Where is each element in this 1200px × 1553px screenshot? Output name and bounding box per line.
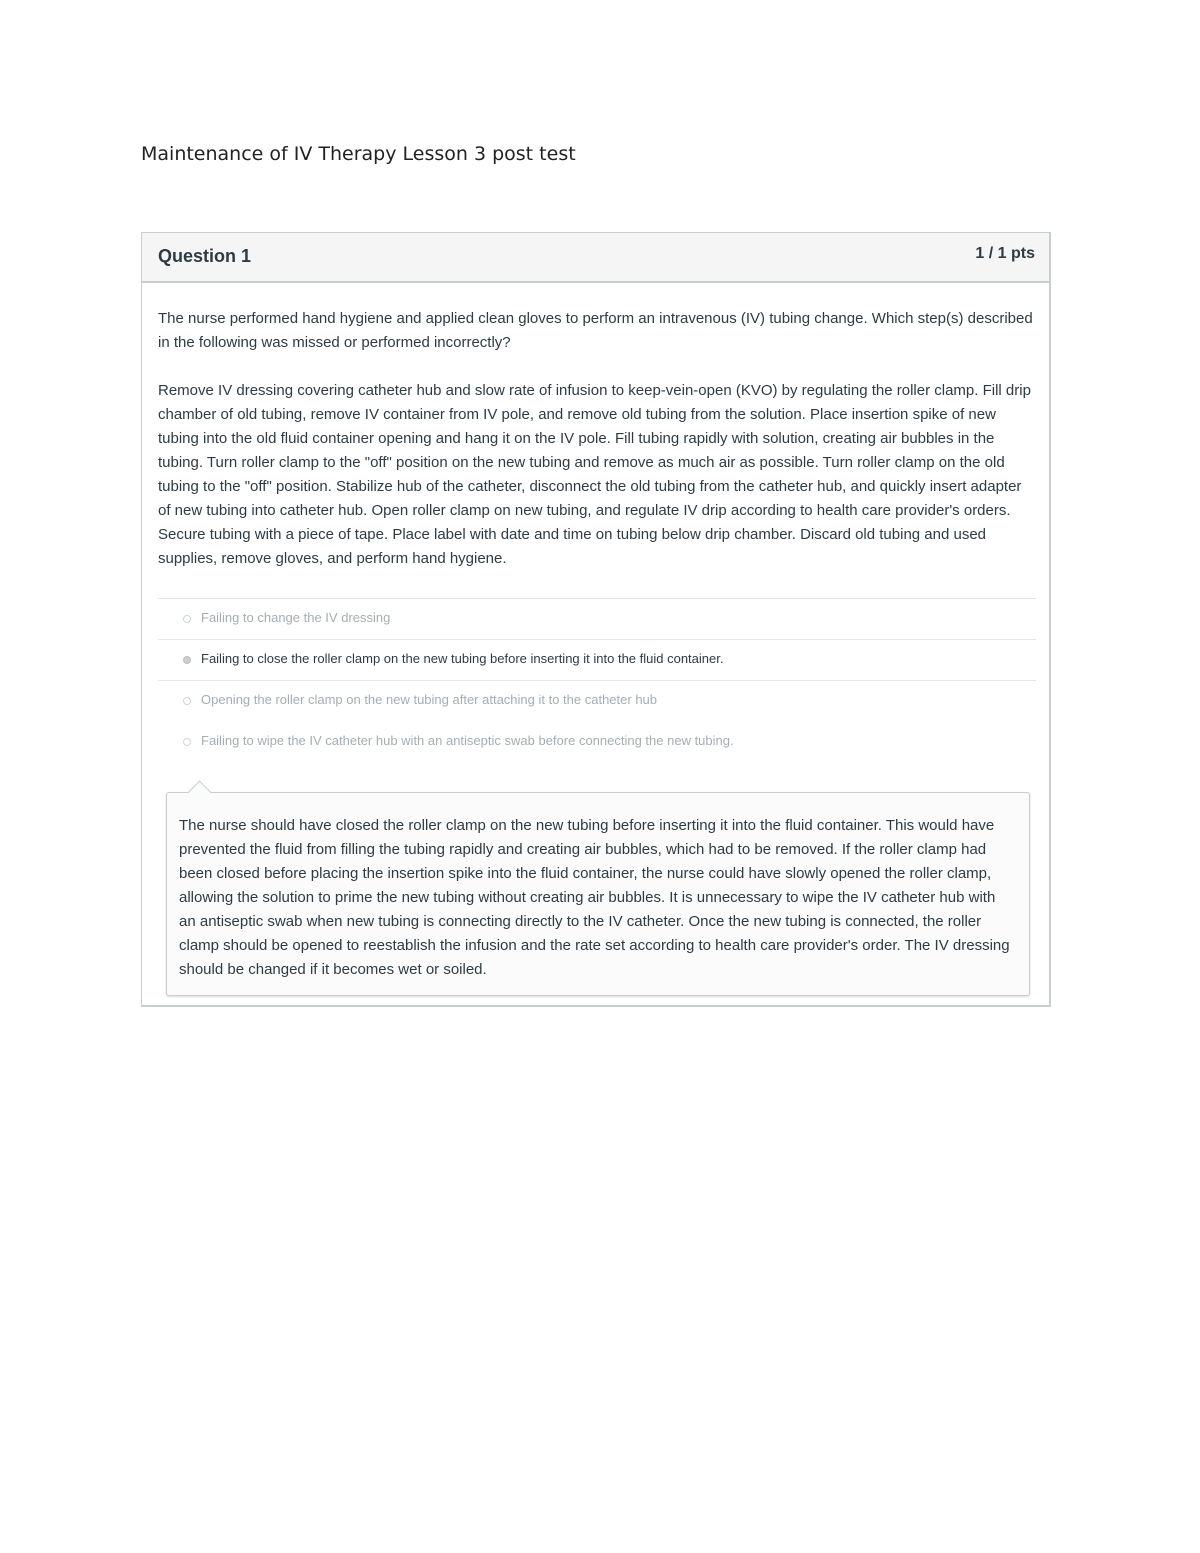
question-name: Question 1: [158, 246, 252, 266]
feedback-pointer: [187, 780, 211, 804]
answer-label: Opening the roller clamp on the new tubing after attaching it to the catheter hub: [201, 692, 658, 707]
radio-icon[interactable]: [183, 738, 191, 746]
answer-option-4[interactable]: [158, 721, 1036, 762]
question-points: 1 / 1 pts: [975, 245, 1035, 262]
answer-option-2[interactable]: [158, 639, 1036, 680]
question-header: [142, 233, 1049, 283]
question-card: [141, 232, 1051, 1007]
question-prompt: The nurse performed hand hygiene and applied clean gloves to perform an intravenous (IV) tubing change. Which step(s) described in the following was missed or performed incorrectly?: [158, 310, 1033, 351]
document-title: Maintenance of IV Therapy Lesson 3 post test: [141, 143, 576, 165]
radio-selected-icon[interactable]: [183, 656, 191, 664]
answer-list: [158, 598, 1036, 762]
answer-feedback: [166, 792, 1030, 996]
feedback-text: The nurse should have closed the roller clamp on the new tubing before inserting it into the fluid container. This would have prevented the fluid from filling the tubing rapidly and creating air bubbles, which had to be removed. If the roller clamp had been closed before placing the insertion spike into the fluid container, the nurse could have slowly opened the roller clamp, allowing the solution to prime the new tubing without creating air bubbles. It is unnecessary to wipe the IV catheter hub with an antiseptic swab when new tubing is connecting directly to the IV catheter. Once the new tubing is connected, the roller clamp should be opened to reestablish the infusion and the rate set according to health care provider's order. The IV dressing should be changed if it becomes wet or soiled.: [179, 817, 1010, 978]
radio-icon[interactable]: [183, 697, 191, 705]
answer-label: Failing to wipe the IV catheter hub with an antiseptic swab before connecting the new tubing.: [201, 733, 734, 748]
answer-option-3[interactable]: [158, 680, 1036, 721]
question-scenario: Remove IV dressing covering catheter hub and slow rate of infusion to keep-vein-open (KVO) by regulating the roller clamp. Fill drip chamber of old tubing, remove IV container from IV pole, and remove old tubing from the solution. Place insertion spike of new tubing into the old fluid container opening and hang it on the IV pole. Fill tubing rapidly with solution, creating air bubbles in the tubing. Turn roller clamp to the "off" position on the new tubing and remove as much air as possible. Turn roller clamp on the old tubing to the "off" position. Stabilize hub of the catheter, disconnect the old tubing from the catheter hub, and quickly insert adapter of new tubing into catheter hub. Open roller clamp on new tubing, and regulate IV drip according to health care provider's orders. Secure tubing with a piece of tape. Place label with date and time on tubing below drip chamber. Discard old tubing and used supplies, remove gloves, and perform hand hygiene.: [158, 382, 1031, 567]
answer-option-1[interactable]: [158, 598, 1036, 639]
radio-icon[interactable]: [183, 615, 191, 623]
answer-label: Failing to close the roller clamp on the new tubing before inserting it into the fluid container.: [201, 651, 724, 666]
question-text: [158, 307, 1036, 595]
answer-label: Failing to change the IV dressing: [201, 610, 391, 625]
